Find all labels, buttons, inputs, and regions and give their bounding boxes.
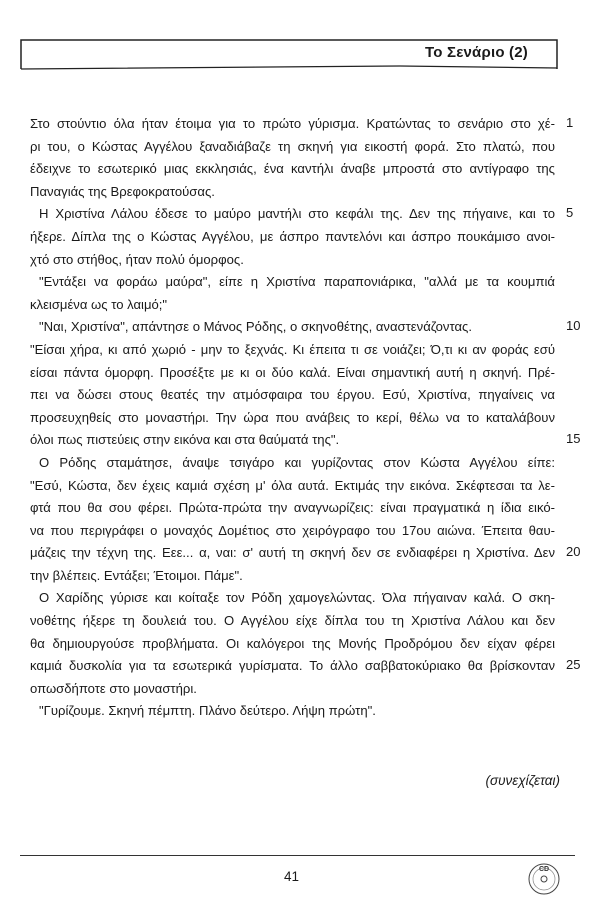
- text-line: "Ναι, Χριστίνα", απάντησε ο Μάνος Ρόδης, ο σκηνοθέτης, αναστενάζοντας.: [39, 319, 472, 335]
- text-line: οπωσδήποτε στο μοναστήρι.: [30, 680, 197, 696]
- line-number: 25: [566, 657, 581, 673]
- text-line: την βλέπεις. Εντάξει; Έτοιμοι. Πάμε".: [30, 567, 243, 583]
- text-line: χτό στο στήθος, ήταν πολύ όμορφος.: [30, 251, 244, 267]
- cd-icon: [525, 855, 563, 897]
- line-number: 1: [566, 115, 574, 130]
- text-line: πει να δώσει στους θεατές την ατμόσφαιρα του έργου. Εσύ, Χριστίνα, πηγαίνεις να: [30, 387, 555, 403]
- text-line: Ο Χαρίδης γύρισε και κοίταξε τον Ρόδη χαμογελώντας. Όλα πήγαιναν καλά. Ο σκη-: [39, 590, 555, 606]
- text-line: φτά που θα σου φέρει. Πρώτα-πρώτα την αναγνωρίζεις: είναι πραγματικά η ίδια εικό-: [30, 500, 555, 516]
- line-number: 15: [566, 431, 581, 447]
- text-line: καμιά δυσκολία για τα εσωτερικά γυρίσματα. Το άλλο σαββατοκύριακο θα βρίσκονταν: [30, 658, 555, 674]
- text-line: "Είσαι χήρα, κι από χωριό - μην το ξεχνάς. Κι έπειτα τι σε νοιάζει; Ό,τι κι αν φοράς εσύ: [30, 341, 555, 357]
- text-line: προσευχηθείς στο μοναστήρι. Την ώρα που ανάβεις το κερί, θέλω να το καταλάβουν: [30, 409, 555, 425]
- text-line: Στο στούντιο όλα ήταν έτοιμα για το πρώτο γύρισμα. Κρατώντας το σενάριο στο χέ-: [30, 116, 555, 131]
- line-number: 10: [566, 318, 581, 334]
- text-line: ρι του, ο Κώστας Αγγέλου ξαναδιάβαζε τη σκηνή για εικοστή φορά. Στο πλατώ, που: [30, 138, 555, 154]
- text-line: ήξερε. Δίπλα της ο Κώστας Αγγέλου, με άσπρο παντελόνι και άσπρο πουκάμισο ανοι-: [30, 228, 555, 244]
- header-box: [20, 38, 558, 70]
- text-line: νοθέτης ήξερε τη δουλειά του. Ο Αγγέλου είχε δίπλα του τη Χριστίνα Λάλου και δεν: [30, 613, 555, 629]
- continued-note: (συνεχίζεται): [485, 773, 560, 788]
- text-line: κλεισμένα ως το λαιμό;": [30, 296, 168, 312]
- text-line: "Γυρίζουμε. Σκηνή πέμπτη. Πλάνο δεύτερο. Λήψη πρώτη".: [39, 703, 376, 719]
- page-number: 41: [284, 869, 300, 884]
- text-line: έδειχνε το εσωτερικό μιας εκκλησιάς, ένα καντήλι άναβε μπροστά στο αντίγραφο της: [30, 161, 555, 177]
- cd-icon-label: CD: [538, 866, 550, 873]
- story-text: [30, 113, 555, 723]
- text-line: να που περιγράφει ο μοναχός Δομέτιος στο χειρόγραφο του 17ου αιώνα. Έπειτα θαυ-: [30, 522, 555, 538]
- line-number: 20: [566, 544, 581, 560]
- text-line: Η Χριστίνα Λάλου έδεσε το μαύρο μαντήλι στο κεφάλι της. Δεν της πήγαινε, και το: [39, 206, 555, 222]
- text-line: "Εσύ, Κώστα, δεν έχεις καμιά σχέση μ' όλα αυτά. Εκτιμάς την εικόνα. Σκέφτεσαι τα λε-: [30, 477, 555, 493]
- text-line: όλοι πως πιστεύεις στην εικόνα και στα θαύματά της".: [30, 432, 340, 448]
- text-line: μάζεις την τέχνη της. Εεε... α, ναι: σ' αυτή τη σκηνή δεν σε ενδιαφέρει η Χριστίνα. Δεν: [30, 545, 555, 561]
- text-line: "Εντάξει να φοράω μαύρα", είπε η Χριστίνα παραπονιάρικα, "αλλά με τα κουμπιά: [39, 274, 555, 290]
- text-line: είσαι πάντα όμορφη. Προσέξτε με κι οι δύο καλά. Είναι σημαντική αυτή η σκηνή. Πρέ-: [30, 364, 555, 380]
- page-title: Το Σενάριο (2): [425, 44, 528, 61]
- text-line: Ο Ρόδης σταμάτησε, άναψε τσιγάρο και γυρίζοντας στον Κώστα Αγγέλου είπε:: [39, 454, 555, 470]
- text-line: θα δημιουργούσε προβλήματα. Οι καλόγεροι της Μονής Προδρόμου δεν είχαν φέρει: [30, 635, 555, 651]
- footer-rule: [20, 855, 575, 856]
- line-number: 5: [566, 205, 574, 221]
- text-line: Παναγιάς της Βρεφοκρατούσας.: [30, 183, 215, 199]
